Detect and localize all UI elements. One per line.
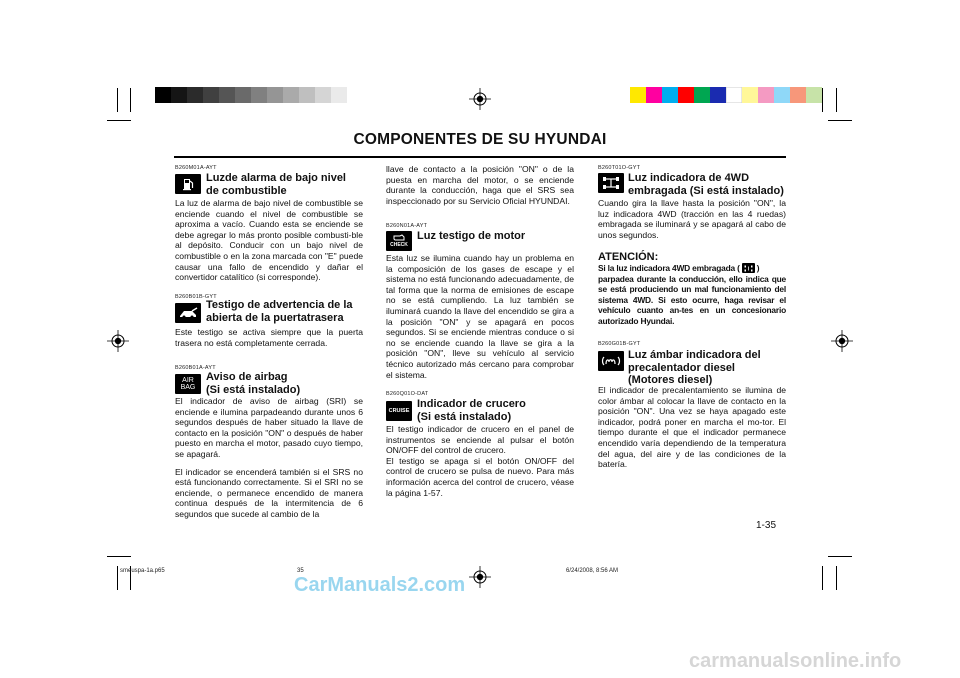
registration-mark-icon [469,566,491,588]
registration-mark-icon [831,330,853,352]
section-title-tailgate-line2: abierta de la puertatrasera [206,311,344,324]
cruise-icon-label: CRUISE [388,407,410,414]
section-title-cruise-line2: (Si está instalado) [417,410,512,423]
section-title-cruise: Indicador de crucero [417,398,526,410]
section-body-4wd: Cuando gira la llave hasta la posición "ON", la luz indicadora 4WD (tracción en las 4 ruedas) embragada se iluminará y se apagará al cabo de unos segundos. [598,198,786,240]
calibration-swatch [790,87,806,103]
section-body-engine: Esta luz se ilumina cuando hay un problema en la composición de los gases de escape y el sistema no está funcionando adecuadamente, de tal forma que la norma de emisiones de escape no se está cumpliendo. La luz también se iluminará cuando la llave del encendido se gira a la posición "ON" y se apagará en pocos segundos. Si se enciende mientras conduce o si no se enciende cuando la llave se gira a la posición "ON", lleve su vehículo al servicio técnico autorizado más cercano para comprobar el sistema. [386,253,574,380]
calibration-swatch [694,87,710,103]
section-code: B260B01B-GYT [175,294,217,300]
section-body-airbag-2: El indicador se encenderá también si el SRS no está funcionando correctamente. Si el SRI no se enciende, o permanece encendido de manera continua después de la intermitencia de 6 segundos que sucede al cambio de la [175,466,363,519]
airbag-icon [175,374,201,394]
calibration-swatch [678,87,694,103]
section-title-fuel: Luzde alarma de bajo nivel [206,172,346,184]
section-code: B260T01O-GYT [598,165,641,171]
calibration-swatch [758,87,774,103]
section-title-diesel-line2: precalentador diesel [628,361,735,374]
calibration-swatch [283,87,299,103]
calibration-swatch [710,87,726,103]
section-title-engine: Luz testigo de motor [417,230,526,242]
airbag-icon-line2: BAG [180,384,196,391]
calibration-swatch [315,87,331,103]
calibration-swatch [203,87,219,103]
section-code: B260B01A-AYT [175,365,216,371]
calibration-swatch [646,87,662,103]
section-body-airbag: El indicador de aviso de airbag (SRI) se enciende e ilumina parpadeando durante unos 6 segundos después de haber situado la llave de contacto en la posición "ON" o después de haber puesto en marcha el motor, pasado cuyo tiempo, se apagará. [175,396,363,459]
calibration-swatch [267,87,283,103]
footer-page: 35 [297,568,304,574]
page-number: 1-35 [756,520,777,531]
calibration-swatch [187,87,203,103]
watermark-carmanualsonline[interactable]: carmanualsonline.info [689,650,902,672]
title-rule [174,156,786,158]
check-engine-icon [386,231,412,251]
fuel-pump-icon [175,174,201,194]
section-code: B260G01B-GYT [598,341,641,347]
section-title-fuel-line2: de combustible [206,184,287,197]
calibration-swatch [662,87,678,103]
calibration-swatch [235,87,251,103]
section-title-diesel-line3: (Motores diesel) [628,374,713,386]
color-calibration-bar [630,87,822,103]
calibration-swatch [742,87,758,103]
calibration-swatch [219,87,235,103]
calibration-swatch [331,87,347,103]
section-title-4wd: Luz indicadora de 4WD [628,172,750,184]
calibration-swatch [726,87,742,103]
open-tailgate-icon [175,303,201,323]
footer-date: 6/24/2008, 8:56 AM [566,568,619,574]
calibration-swatch [155,87,171,103]
section-code: B260Q01O-DAT [386,391,429,397]
calibration-swatch [171,87,187,103]
section-title-diesel: Luz ámbar indicadora del [628,349,761,361]
section-body-cruise-2: El testigo se apaga si el botón ON/OFF del control de crucero se pulsa de nuevo. Para más información acerca del control de crucero, véase la página 1-57. [386,455,574,498]
section-body-diesel: El indicador de precalentamiento se ilumina de color ámbar al colocar la llave de contacto en la posición "ON". Una vez se haya apagado este indicador, podrá poner en marcha el mo-tor. El tiempo durante el que el indicador permanece encendido varía dependiendo de la temperatura del agua, del aire y de las condiciones de la batería. [598,385,786,470]
section-title-4wd-line2: embragada (Si está instalado) [628,184,784,197]
section-title-tailgate: Testigo de advertencia de la [206,299,353,311]
watermark-carmanuals2[interactable]: CarManuals2.com [294,574,466,596]
section-body-fuel: La luz de alarma de bajo nivel de combustible se enciende cuando el nivel de combustible se aproxima a vacío. Cuando esta se enciende se debe agregar lo más pronto posible combusti-ble al depósito. Conducir con un bajo nivel de combustible o en la zona marcada con "E" puede causar una fallo de encendido y dañar el convertidor catalítico (si corresponde). [175,198,363,283]
caution-title: ATENCIÓN: [598,251,659,263]
section-title-airbag-line2: (Si está instalado) [206,383,301,396]
caution-line1: Si la luz indicadora 4WD embragada ( [598,263,740,273]
footer-filename: smeuspa-1a.p65 [120,568,165,574]
calibration-swatch [630,87,646,103]
section-body-airbag-continued: llave de contacto a la posición "ON" o de la puesta en marcha del motor, o se enciende durante la conducción, haga que el SRS sea inspeccionado por su Servicio Oficial HYUNDAI. [386,164,574,206]
caution-body: parpadea durante la conducción, ello indica que se está produciendo un mal funcionamiento del sistema 4WD. Si esto ocurre, haga revisar el vehículo cuanto an-tes en un concesionario autorizado Hyundai. [598,273,786,326]
calibration-swatch [774,87,790,103]
section-body-tailgate: Este testigo se activa siempre que la puerta trasera no está completamente cerrada. [175,327,363,348]
registration-mark-icon [107,330,129,352]
check-engine-icon-label: CHECK [390,242,408,248]
calibration-swatch [806,87,822,103]
calibration-swatch [299,87,315,103]
section-title-airbag: Aviso de airbag [206,371,288,383]
section-code: B260N01A-AYT [386,223,428,229]
page-title: COMPONENTES DE SU HYUNDAI [353,131,607,148]
section-body-cruise: El testigo indicador de crucero en el panel de instrumentos se enciende al pulsar el botón ON/OFF del control de crucero. [386,424,574,456]
grayscale-calibration-bar [155,87,347,103]
4wd-inline-icon [742,263,755,273]
registration-mark-icon [469,88,491,110]
cruise-icon [386,401,412,421]
glow-plug-icon [598,351,624,371]
section-code: B260M01A-AYT [175,165,217,171]
calibration-swatch [251,87,267,103]
4wd-icon [598,173,624,193]
caution-line1-end: ) [756,263,760,273]
airbag-icon-line1: AIR [182,377,194,384]
